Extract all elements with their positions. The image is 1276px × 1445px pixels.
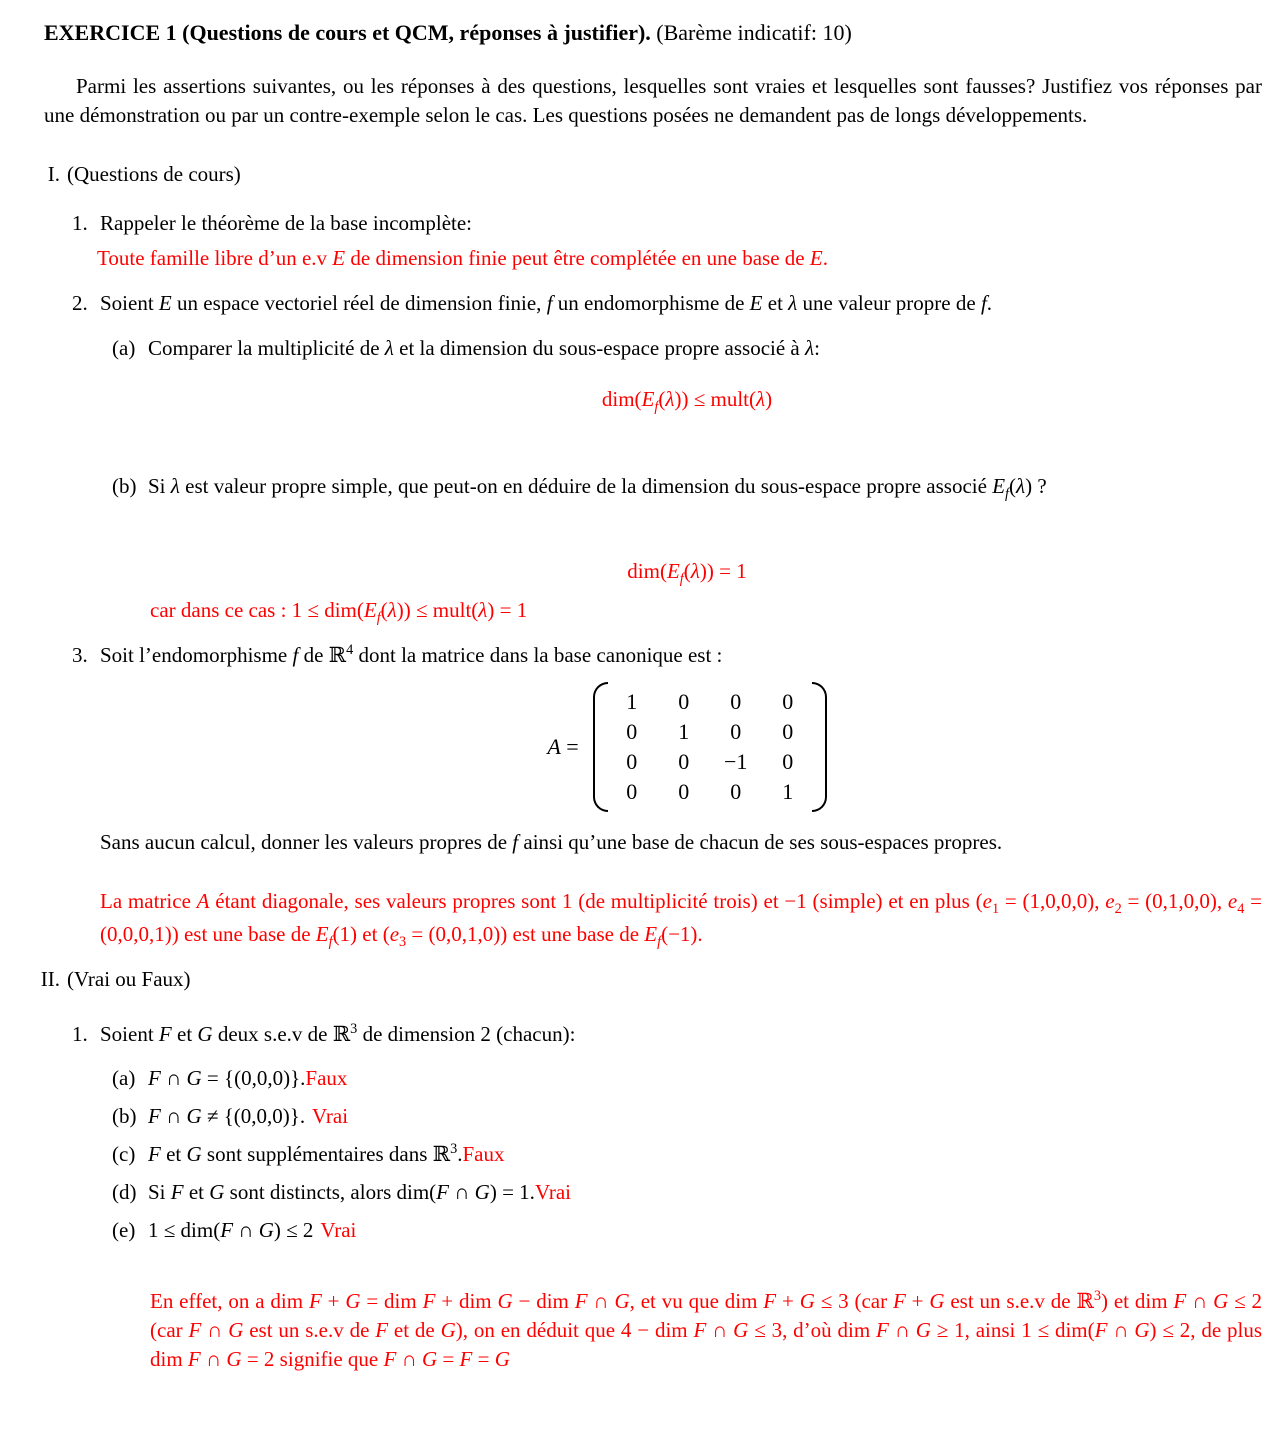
question-i-2-number: 2. xyxy=(72,291,88,315)
true-false-item xyxy=(112,1141,1262,1167)
answer-i-1: Toute famille libre d’un e.v E de dimension finie peut être complétée en une base de E. xyxy=(97,246,828,270)
question-i-2b-label: (b) xyxy=(112,474,137,498)
question-ii-1-text: Soient F et G deux s.e.v de ℝ$^3$ de dimension 2 (chacun): xyxy=(100,1021,576,1046)
item-statement: F ∩ G ≠ {(0,0,0)}. xyxy=(148,1104,306,1128)
justification-paragraph: En effet, on a dim F + G = dim F + dim G − dim F ∩ G, et vu que dim F + G ≤ 3 (car F + G est un s.e.v de ℝ$^3$) et dim F ∩ G ≤ 2 (car F ∩ G est un s.e.v de F et de G), on en déduit que 4 − dim F ∩ G ≤ 3, d’où dim F ∩ G ≥ 1, ainsi 1 ≤ dim(F ∩ G) ≤ 2, de plus dim F ∩ G = 2 signifie que F ∩ G = F = G xyxy=(150,1288,1263,1371)
item-body xyxy=(148,1141,504,1167)
matrix-cell: 0 xyxy=(730,779,742,804)
item-statement: F et G sont supplémentaires dans ℝ$^3$. xyxy=(148,1141,463,1166)
item-statement: 1 ≤ dim(F ∩ G) ≤ 2 xyxy=(148,1218,314,1242)
intro-paragraph: Parmi les assertions suivantes, ou les réponses à des questions, lesquelles sont vraies et lesquelles sont fausses? Justifiez vos réponses par une démonstration ou par un contre-exemple selon le cas. Les questions posées ne demandent pas de longs développements. xyxy=(44,74,1262,127)
item-statement: F ∩ G = {(0,0,0)}. xyxy=(148,1066,306,1090)
question-i-2a-label: (a) xyxy=(112,336,136,360)
item-verdict: Vrai xyxy=(312,1104,349,1128)
matrix-cell: 0 xyxy=(782,689,794,714)
matrix-cell: 0 xyxy=(678,749,690,774)
item-verdict: Vrai xyxy=(534,1180,571,1204)
question-i-3-instruction: Sans aucun calcul, donner les valeurs propres de f ainsi qu’une base de chacun de ses sous-espaces propres. xyxy=(100,830,1003,854)
answer-i-2b-note: car dans ce cas : $1 \le dim(E_f(\lambda))$ ≤ mult(λ) = 1 xyxy=(150,598,528,627)
exercise-title-bold: EXERCICE 1 (Questions de cours et QCM, réponses à justifier). xyxy=(44,20,651,45)
question-i-1-number: 1. xyxy=(72,211,88,235)
matrix-cell: 0 xyxy=(782,719,794,744)
exercise-title xyxy=(44,18,1262,48)
question-ii-1-number: 1. xyxy=(72,1022,88,1046)
question-i-3-number: 3. xyxy=(72,643,88,667)
matrix-right-paren xyxy=(812,682,827,812)
answer-i-3: La matrice A étant diagonale, ses valeurs propres sont 1 (de multiplicité trois) et −1 (simple) et en plus ($e_1 = (1,0,0,0)$, $e_2 = (0,1,0,0)$, $e_4 = (0,0,0,1)$) est une base de $E_f(1)$ et $(e_3 = (0,0,1,0))$ est une base de $E_f(-1)$. xyxy=(100,889,1262,951)
matrix-cell: −1 xyxy=(723,749,748,774)
matrix-grid xyxy=(608,682,812,812)
item-body xyxy=(148,1179,571,1205)
section-ii-heading xyxy=(0,965,1276,994)
matrix-cell: 0 xyxy=(730,719,742,744)
item-verdict: Vrai xyxy=(320,1218,357,1242)
matrix-cell: 0 xyxy=(678,779,690,804)
matrix-cell: 0 xyxy=(626,749,638,774)
exercise-title-note: (Barème indicatif: 10) xyxy=(656,20,852,45)
matrix-lhs: A = xyxy=(547,734,579,759)
true-false-item xyxy=(112,1217,1262,1243)
true-false-item xyxy=(112,1179,1262,1205)
question-i-2-text: Soient E un espace vectoriel réel de dimension finie, f un endomorphisme de E et λ une valeur propre de f. xyxy=(100,291,993,315)
true-false-item xyxy=(112,1103,1262,1129)
question-i-1 xyxy=(72,209,1262,238)
question-i-3-text: Soit l’endomorphisme f de ℝ$^4$ dont la matrice dans la base canonique est : xyxy=(100,642,723,667)
item-body xyxy=(148,1217,356,1243)
matrix-cell: 1 xyxy=(678,719,690,744)
item-label: (d) xyxy=(112,1180,137,1204)
matrix-cell: 1 xyxy=(626,689,638,714)
matrix-left-paren xyxy=(593,682,608,812)
matrix-cell: 1 xyxy=(782,779,794,804)
item-verdict: Faux xyxy=(305,1066,348,1090)
section-ii-title: (Vrai ou Faux) xyxy=(67,967,191,991)
item-body xyxy=(148,1065,347,1091)
section-i-heading xyxy=(0,160,1276,189)
item-label: (b) xyxy=(112,1104,137,1128)
question-i-2 xyxy=(72,289,1262,318)
question-ii-1 xyxy=(72,1020,1262,1049)
matrix-cell: 0 xyxy=(730,689,742,714)
matrix-cell: 0 xyxy=(678,689,690,714)
question-i-2a-text: Comparer la multiplicité de λ et la dimension du sous-espace propre associé à λ: xyxy=(148,336,820,360)
formula-dim-equals-1: $dim(E_f(\lambda)) = 1$ xyxy=(627,559,747,588)
formula-dim-mult: $dim(E_f(\lambda))$ ≤ mult(λ) xyxy=(601,387,773,416)
question-i-3 xyxy=(72,641,1262,670)
true-false-item xyxy=(112,1065,1262,1091)
question-i-2b xyxy=(112,472,1262,501)
true-false-list xyxy=(0,1065,1276,1243)
question-i-1-text: Rappeler le théorème de la base incomplète: xyxy=(100,211,473,235)
item-label: (a) xyxy=(112,1066,136,1090)
matrix-equation xyxy=(112,682,1262,812)
item-statement: Si F et G sont distincts, alors dim(F ∩ G) = 1. xyxy=(148,1180,535,1204)
item-body xyxy=(148,1103,348,1129)
item-label: (e) xyxy=(112,1218,136,1242)
matrix-cell: 0 xyxy=(626,779,638,804)
question-i-2a xyxy=(112,334,1262,363)
item-label: (c) xyxy=(112,1142,136,1166)
matrix-cell: 0 xyxy=(782,749,794,774)
matrix-cell: 0 xyxy=(626,719,638,744)
question-i-2b-text: Si λ est valeur propre simple, que peut-on en déduire de la dimension du sous-espace propre associé $E_f(\lambda)$ ? xyxy=(148,474,1047,503)
section-ii-label: II. xyxy=(40,967,60,991)
section-i-title: (Questions de cours) xyxy=(67,162,241,186)
section-i-label: I. xyxy=(47,162,60,186)
item-verdict: Faux xyxy=(462,1142,505,1166)
